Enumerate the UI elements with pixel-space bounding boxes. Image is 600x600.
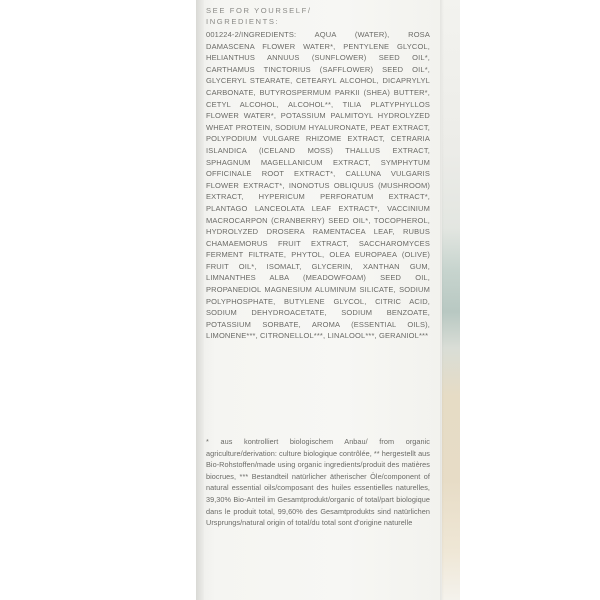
box-side-shadow — [440, 0, 444, 600]
heading-line-1: SEE FOR YOURSELF/ — [206, 6, 312, 15]
heading-line-2: INGREDIENTS: — [206, 16, 280, 26]
ingredients-list: 001224-2/INGREDIENTS: AQUA (WATER), ROSA DAMASCENA FLOWER WATER*, PENTYLENE GLYCOL, HELIANTHUS ANNUUS (SUNFLOWER) SEED OIL*, CARTHAMUS TINCTORIUS (SAFFLOWER) SEED OIL*, GLYCERYL STEARATE, CETEARYL ALCOHOL, DICAPRYLYL CARBONATE, BUTYROSPERMUM PARKII (SHEA) BUTTER*, CETYL ALCOHOL, ALCOHOL**, TILIA PLATYPHYLLOS FLOWER WATER*, POTASSIUM PALMITOYL HYDROLYZED WHEAT PROTEIN, SODIUM HYALURONATE, PEAT EXTRACT, POLYPODIUM VULGARE RHIZOME EXTRACT, CETRARIA ISLANDICA (ICELAND MOSS) THALLUS EXTRACT, SPHAGNUM MAGELLANICUM EXTRACT, SYMPHYTUM OFFICINALE ROOT EXTRACT*, CALLUNA VULGARIS FLOWER EXTRACT*, INONOTUS OBLIQUUS (MUSHROOM) EXTRACT, HYPERICUM PERFORATUM EXTRACT*, PLANTAGO LANCEOLATA LEAF EXTRACT*, VACCINIUM MACROCARPON (CRANBERRY) SEED OIL*, TOCOPHEROL, HYDROLYZED DROSERA RAMENTACEA LEAF, RUBUS CHAMAEMORUS FRUIT EXTRACT, SACCHAROMYCES FERMENT FILTRATE, PHYTOL, OLEA EUROPAEA (OLIVE) FRUIT OIL*, ISOMALT, GLYCERIN, XANTHAN GUM, LIMNANTHES ALBA (MEADOWFOAM) SEED OIL, PROPANEDIOL MAGNESIUM ALUMINUM SILICATE, SODIUM POLYPHOSPHATE, BUTYLENE GLYCOL, CITRIC ACID, SODIUM DEHYDROACETATE, SODIUM BENZOATE, POTASSIUM SORBATE, AROMA (ESSENTIAL OILS), LIMONENE***, CITRONELLOL***, LINALOOL***, GERANIOL*** — [206, 30, 430, 341]
box-side-panel — [442, 0, 460, 600]
box-left-edge — [196, 0, 204, 600]
ingredients-heading — [206, 6, 426, 27]
ingredients-footnotes: * aus kontrolliert biologischem Anbau/ from organic agriculture/derivation: culture biologique contrôlée, ** hergestellt aus Bio-Rohstoffen/made using organic ingredients/produit des matières biocrues, *** Bestandteil natürlicher ätherischer Öle/component of natural essential oils/composant des huiles essentielles naturelles, 39,30% Bio-Anteil im Gesamtprodukt/organic of total/part biologique dans le produit total, 99,60% des Gesamtprodukts sind natürlichen Ursprungs/natural origin of total/du total sont d'origine naturelle — [206, 437, 430, 528]
